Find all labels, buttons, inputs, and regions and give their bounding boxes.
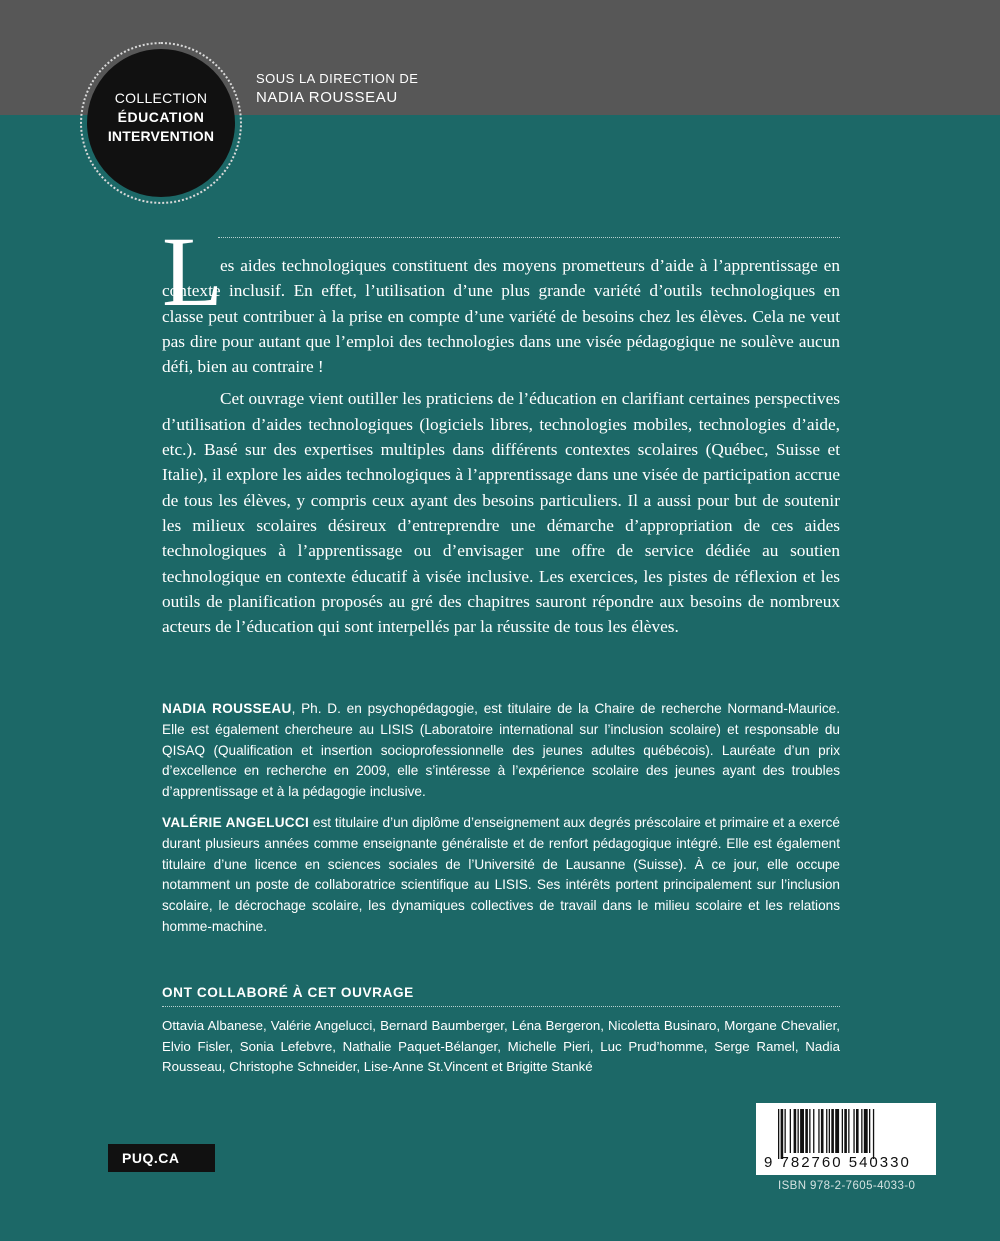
bio-name: NADIA ROUSSEAU xyxy=(162,701,292,716)
barcode-bar xyxy=(853,1109,854,1153)
barcode-bar xyxy=(869,1109,870,1153)
summary-text xyxy=(162,253,840,639)
barcode-bar xyxy=(844,1109,847,1153)
bio-name: VALÉRIE ANGELUCCI xyxy=(162,814,310,830)
barcode-bar xyxy=(835,1109,839,1153)
barcode-bars xyxy=(778,1109,914,1159)
barcode-bar xyxy=(829,1109,830,1153)
bio-text: , Ph. D. en psychopédagogie, est titulaire de la Chaire de recherche Normand-Maurice. Elle est également chercheure au LISIS (Laboratoire international sur l’inclusion scolaire) et responsable du QISAQ (Qualification et insertion socioprofessionnelle des jeunes adultes québécois). Lauréate d’un prix d’excellence en recherche en 2009, elle s’intéresse à l’expérience scolaire des jeunes ayant des troubles d’apprentissage et à la pédagogie inclusive. xyxy=(162,701,840,800)
barcode-bar xyxy=(873,1109,874,1159)
barcode-bar xyxy=(826,1109,827,1153)
collection-name-line2: INTERVENTION xyxy=(107,128,215,144)
collaborators-title: ONT COLLABORÉ À CET OUVRAGE xyxy=(162,985,414,1000)
bio-text: est titulaire d’un diplôme d’enseignement aux degrés préscolaire et primaire et a exercé durant plusieurs années comme enseignante généraliste et de renfort pédagogique intégré. Elle est également titulaire d’une licence en sciences sociales de l’Université de Lausanne (Suisse). À ce jour, elle occupe notamment un poste de collaboratrice scientifique au LISIS. Ses intérêts portent principalement sur l’inclusion scolaire, le décrochage scolaire, les dynamiques collectives de travail dans le milieu scolaire et les relations homme-machine. xyxy=(162,814,840,934)
barcode-bar xyxy=(809,1109,810,1153)
barcode-bar xyxy=(813,1109,814,1153)
barcode-bar xyxy=(856,1109,859,1153)
bio-rousseau xyxy=(162,699,840,803)
barcode-bar xyxy=(831,1109,834,1153)
summary-paragraph-1: es aides technologiques constituent des moyens prometteurs d’aide à l’apprentissage en contexte inclusif. En effet, l’utilisation d’une plus grande variété d’outils technologiques en classe peut contribuer à la prise en compte d’une variété de besoins chez les élèves. Cela ne veut pas dire pour autant que l’emploi des technologies dans une visée pédagogique ne soulève aucun défi, bien au contraire ! xyxy=(162,256,840,377)
barcode-bar xyxy=(848,1109,849,1153)
barcode-digits: 9 782760 540330 xyxy=(764,1154,911,1171)
barcode-bar xyxy=(790,1109,791,1153)
barcode-bar xyxy=(842,1109,843,1153)
barcode-bar xyxy=(805,1109,808,1153)
barcode-bar xyxy=(794,1109,797,1153)
barcode-bar xyxy=(781,1109,784,1159)
collaborators-list: Ottavia Albanese, Valérie Angelucci, Bernard Baumberger, Léna Bergeron, Nicoletta Businaro, Morgane Chevalier, Elvio Fisler, Sonia Lefebvre, Nathalie Paquet-Bélanger, Michelle Pieri, Luc Prud’homme, Serge Ramel, Nadia Rousseau, Christophe Schneider, Lise-Anne St.Vincent et Brigitte Stanké xyxy=(162,1018,840,1075)
bio-angelucci xyxy=(162,813,840,938)
collaborators-divider xyxy=(162,1006,840,1007)
summary-top-divider xyxy=(218,237,840,238)
direction-label: SOUS LA DIRECTION DE xyxy=(256,71,419,86)
author-bios xyxy=(162,699,840,938)
barcode-bar xyxy=(800,1109,804,1153)
barcode xyxy=(756,1103,936,1175)
barcode-bar xyxy=(821,1109,824,1153)
summary-paragraph-2: Cet ouvrage vient outiller les praticiens de l’éducation en clarifiant certaines perspectives d’utilisation d’aides technologiques (logiciels libres, technologies mobiles, technologies d’aide, etc.). Basé sur des expertises multiples dans différents contextes scolaires (Québec, Suisse et Italie), il explore les aides technologiques à l’apprentissage dans une visée de participation accrue de tous les élèves, y compris ceux ayant des besoins particuliers. Il a aussi pour but de soutenir les milieux scolaires désireux d’entreprendre une démarche d’appropriation de ces aides technologiques à l’apprentissage ou d’envisager une offre de service dédiée au soutien technologique en contexte éducatif à visée inclusive. Les exercices, les pistes de réflexion et les outils de planification proposés au gré des chapitres sauront répondre aux besoins de nombreux acteurs de l’éducation qui sont interpellés par la réussite de tous les élèves. xyxy=(162,389,840,637)
collection-name-line1: ÉDUCATION xyxy=(117,109,205,125)
editor-credit xyxy=(256,70,418,106)
barcode-bar xyxy=(861,1109,862,1153)
collection-badge xyxy=(87,49,235,197)
director-name: NADIA ROUSSEAU xyxy=(256,89,398,106)
barcode-bar xyxy=(864,1109,868,1153)
barcode-bar xyxy=(818,1109,819,1153)
collection-label: COLLECTION xyxy=(114,90,208,106)
drop-cap: L xyxy=(162,216,224,327)
publisher-site-label: PUQ.CA xyxy=(108,1144,215,1172)
barcode-bar xyxy=(778,1109,779,1159)
barcode-bar xyxy=(785,1109,786,1153)
barcode-bar xyxy=(798,1109,799,1153)
isbn-label: ISBN 978-2-7605-4033-0 xyxy=(778,1180,916,1192)
